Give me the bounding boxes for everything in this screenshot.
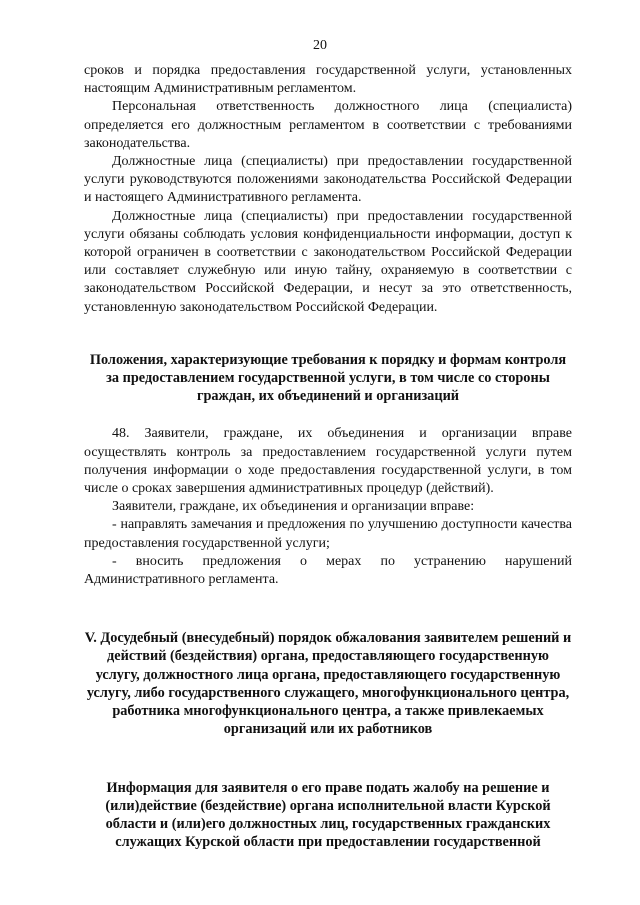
paragraph-48: 48. Заявители, граждане, их объединения и организации вправе осуществлять контроль за предоставлением государственной услуги путем получения информации о ходе предоставления государственной услуги, в том числе о сроках завершения административных процедур (действий). (84, 426, 572, 497)
page-content (84, 62, 572, 851)
page-number: 20 (313, 38, 327, 53)
paragraph-confidentiality: Должностные лица (специалисты) при предоставлении государственной услуги обязаны соблюдать условия конфиденциальности информации, доступ к которой ограничен в соответствии с законодательством Российской Федерации или составляет служебную или иную тайну, охраняемую в соответствии с законодательством Российской Федерации, и несут за это ответственность, установленную законодательством Российской Федерации. (84, 208, 572, 315)
paragraph-applicants-entitled: Заявители, граждане, их объединения и организации вправе: (112, 499, 475, 515)
list-item-make-proposals: - вносить предложения о мерах по устранению нарушений Административного регламента. (84, 553, 572, 588)
heading-complaint-info: Информация для заявителя о его праве подать жалобу на решение и (или)действие (бездействие) органа исполнительной власти Курской области и (или)его должностных лиц, государственных гражданских служащих Курской области при предоставлении государственной (105, 779, 551, 851)
heading-control-provisions: Положения, характеризующие требования к порядку и формам контроля за предоставлением государственной услуги, в том числе со стороны граждан, их объединений и организаций (89, 351, 567, 405)
heading-section-v: V. Досудебный (внесудебный) порядок обжалования заявителем решений и действий (бездействия) органа, предоставляющего государственную услугу, должностного лица органа, предоставляющего государственную услугу, либо государственного служащего, многофункционального центра, работника многофункционального центра, а также привлекаемых организаций или их работников (84, 630, 572, 738)
paragraph-officials-guided: Должностные лица (специалисты) при предоставлении государственной услуги руководствуются положениями законодательства Российской Федерации и настоящего Административного регламента. (84, 154, 572, 206)
list-item-send-remarks: - направлять замечания и предложения по улучшению доступности качества предоставления государственной услуги; (84, 517, 572, 551)
paragraph-personal-responsibility: Персональная ответственность должностного лица (специалиста) определяется его должностным регламентом в соответствии с требованиями законодательства. (84, 99, 572, 151)
paragraph-responsibility-continuation: сроков и порядка предоставления государственной услуги, установленных настоящим Административным регламентом. (84, 63, 572, 97)
